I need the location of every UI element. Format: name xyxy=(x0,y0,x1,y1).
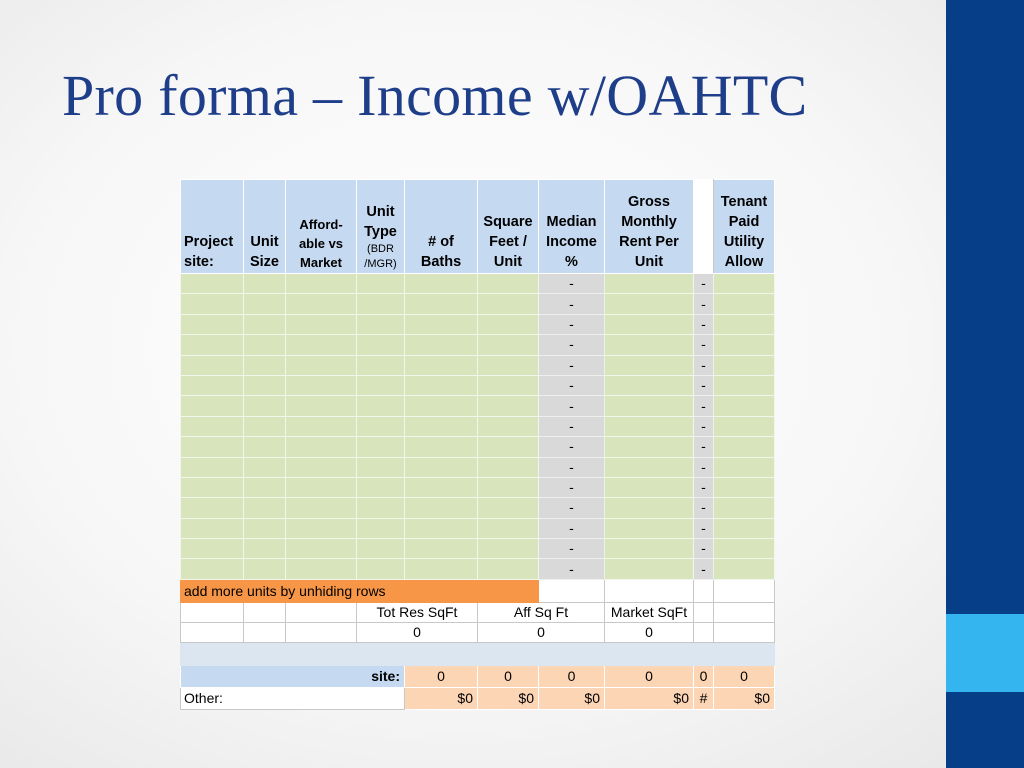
header-row xyxy=(181,180,775,274)
input-cell[interactable] xyxy=(357,416,405,436)
table-row xyxy=(181,437,775,457)
input-cell[interactable] xyxy=(244,396,286,416)
table-row xyxy=(181,416,775,436)
input-cell[interactable] xyxy=(286,355,357,375)
median-income-cell: - xyxy=(539,294,605,314)
input-cell[interactable] xyxy=(357,335,405,355)
input-cell[interactable] xyxy=(405,355,478,375)
header-unit-type: Unit Type (BDR /MGR) xyxy=(357,180,405,274)
median-income-cell: - xyxy=(539,498,605,518)
site-total-row xyxy=(181,665,775,687)
input-cell[interactable] xyxy=(286,294,357,314)
table-row xyxy=(181,498,775,518)
input-cell[interactable] xyxy=(605,539,694,559)
median-income-cell: - xyxy=(539,355,605,375)
median-income-cell: - xyxy=(539,559,605,579)
input-cell[interactable] xyxy=(181,539,244,559)
input-cell[interactable] xyxy=(286,559,357,579)
input-cell[interactable] xyxy=(605,294,694,314)
site-value: 0 xyxy=(478,665,539,687)
input-cell[interactable] xyxy=(405,539,478,559)
input-cell[interactable] xyxy=(478,559,539,579)
note-text: add more units by unhiding rows xyxy=(181,579,539,602)
input-cell[interactable] xyxy=(605,518,694,538)
median-income-cell: - xyxy=(539,416,605,436)
other-total-row xyxy=(181,687,775,709)
tot-res-sqft-label: Tot Res SqFt xyxy=(357,602,478,622)
cell[interactable] xyxy=(181,622,244,642)
summary-value-row xyxy=(181,622,775,642)
input-cell[interactable] xyxy=(714,498,775,518)
input-cell[interactable] xyxy=(714,539,775,559)
input-cell[interactable] xyxy=(181,375,244,395)
input-cell[interactable] xyxy=(605,314,694,334)
calc-cell: - xyxy=(694,294,714,314)
input-cell[interactable] xyxy=(357,559,405,579)
input-cell[interactable] xyxy=(405,498,478,518)
input-cell[interactable] xyxy=(244,314,286,334)
header-tenant-utility: Tenant Paid Utility Allow xyxy=(714,180,775,274)
table-row xyxy=(181,477,775,497)
calc-cell: - xyxy=(694,498,714,518)
input-cell[interactable] xyxy=(478,539,539,559)
input-cell[interactable] xyxy=(181,477,244,497)
input-cell[interactable] xyxy=(714,416,775,436)
other-value: $0 xyxy=(539,687,605,709)
market-sqft-value: 0 xyxy=(605,622,694,642)
calc-cell: - xyxy=(694,539,714,559)
calc-cell: - xyxy=(694,477,714,497)
input-cell[interactable] xyxy=(478,416,539,436)
input-cell[interactable] xyxy=(405,416,478,436)
slide-title: Pro forma – Income w/OAHTC xyxy=(62,63,808,128)
market-sqft-label: Market SqFt xyxy=(605,602,694,622)
input-cell[interactable] xyxy=(478,477,539,497)
input-cell[interactable] xyxy=(714,274,775,294)
cell[interactable] xyxy=(605,579,694,602)
input-cell[interactable] xyxy=(357,294,405,314)
table-row xyxy=(181,335,775,355)
input-cell[interactable] xyxy=(286,335,357,355)
input-cell[interactable] xyxy=(357,314,405,334)
aff-sqft-value: 0 xyxy=(478,622,605,642)
header-square-feet: Square Feet / Unit xyxy=(478,180,539,274)
data-rows xyxy=(181,274,775,580)
input-cell[interactable] xyxy=(605,437,694,457)
input-cell[interactable] xyxy=(181,559,244,579)
table-row xyxy=(181,539,775,559)
median-income-cell: - xyxy=(539,335,605,355)
calc-cell: - xyxy=(694,437,714,457)
input-cell[interactable] xyxy=(714,294,775,314)
input-cell[interactable] xyxy=(244,518,286,538)
input-cell[interactable] xyxy=(605,559,694,579)
input-cell[interactable] xyxy=(605,335,694,355)
median-income-cell: - xyxy=(539,314,605,334)
tot-res-sqft-value: 0 xyxy=(357,622,478,642)
input-cell[interactable] xyxy=(478,498,539,518)
input-cell[interactable] xyxy=(405,518,478,538)
input-cell[interactable] xyxy=(405,335,478,355)
cell[interactable] xyxy=(694,622,714,642)
site-value: 0 xyxy=(405,665,478,687)
input-cell[interactable] xyxy=(605,375,694,395)
cell[interactable] xyxy=(694,602,714,622)
input-cell[interactable] xyxy=(181,437,244,457)
input-cell[interactable] xyxy=(244,498,286,518)
input-cell[interactable] xyxy=(714,335,775,355)
input-cell[interactable] xyxy=(286,396,357,416)
cell[interactable] xyxy=(714,622,775,642)
summary-label-row xyxy=(181,602,775,622)
input-cell[interactable] xyxy=(478,457,539,477)
input-cell[interactable] xyxy=(286,498,357,518)
input-cell[interactable] xyxy=(605,477,694,497)
input-cell[interactable] xyxy=(181,355,244,375)
input-cell[interactable] xyxy=(181,314,244,334)
calc-cell: - xyxy=(694,457,714,477)
input-cell[interactable] xyxy=(181,294,244,314)
input-cell[interactable] xyxy=(357,355,405,375)
cell[interactable] xyxy=(286,602,357,622)
calc-cell: - xyxy=(694,416,714,436)
input-cell[interactable] xyxy=(714,314,775,334)
input-cell[interactable] xyxy=(286,375,357,395)
input-cell[interactable] xyxy=(714,477,775,497)
input-cell[interactable] xyxy=(357,539,405,559)
header-affordable-vs-market: Afford- able vs Market xyxy=(286,180,357,274)
input-cell[interactable] xyxy=(357,274,405,294)
other-value: $0 xyxy=(605,687,694,709)
input-cell[interactable] xyxy=(244,274,286,294)
input-cell[interactable] xyxy=(244,539,286,559)
site-value: 0 xyxy=(539,665,605,687)
input-cell[interactable] xyxy=(478,274,539,294)
input-cell[interactable] xyxy=(478,314,539,334)
input-cell[interactable] xyxy=(478,437,539,457)
input-cell[interactable] xyxy=(478,518,539,538)
input-cell[interactable] xyxy=(357,396,405,416)
input-cell[interactable] xyxy=(357,477,405,497)
input-cell[interactable] xyxy=(357,518,405,538)
input-cell[interactable] xyxy=(244,559,286,579)
header-blank xyxy=(694,180,714,274)
table-row xyxy=(181,457,775,477)
input-cell[interactable] xyxy=(357,375,405,395)
input-cell[interactable] xyxy=(478,335,539,355)
table-row xyxy=(181,314,775,334)
input-cell[interactable] xyxy=(605,396,694,416)
median-income-cell: - xyxy=(539,457,605,477)
input-cell[interactable] xyxy=(286,314,357,334)
input-cell[interactable] xyxy=(478,355,539,375)
input-cell[interactable] xyxy=(405,375,478,395)
calc-cell: - xyxy=(694,396,714,416)
cell[interactable] xyxy=(539,579,605,602)
input-cell[interactable] xyxy=(181,457,244,477)
input-cell[interactable] xyxy=(244,355,286,375)
table-row xyxy=(181,559,775,579)
cell[interactable] xyxy=(244,602,286,622)
median-income-cell: - xyxy=(539,539,605,559)
input-cell[interactable] xyxy=(357,457,405,477)
table-row xyxy=(181,375,775,395)
calc-cell: - xyxy=(694,355,714,375)
median-income-cell: - xyxy=(539,477,605,497)
input-cell[interactable] xyxy=(405,294,478,314)
input-cell[interactable] xyxy=(286,457,357,477)
input-cell[interactable] xyxy=(714,457,775,477)
table-row xyxy=(181,518,775,538)
note-row xyxy=(181,579,775,602)
calc-cell: - xyxy=(694,559,714,579)
pro-forma-table xyxy=(180,179,775,710)
input-cell[interactable] xyxy=(244,375,286,395)
input-cell[interactable] xyxy=(405,396,478,416)
calc-cell: - xyxy=(694,335,714,355)
input-cell[interactable] xyxy=(405,437,478,457)
other-label: Other: xyxy=(181,687,405,709)
header-gross-rent: Gross Monthly Rent Per Unit xyxy=(605,180,694,274)
sidebar-accent xyxy=(946,614,1024,692)
spacer-row xyxy=(181,642,775,665)
input-cell[interactable] xyxy=(357,498,405,518)
median-income-cell: - xyxy=(539,518,605,538)
input-cell[interactable] xyxy=(714,355,775,375)
input-cell[interactable] xyxy=(405,457,478,477)
median-income-cell: - xyxy=(539,375,605,395)
input-cell[interactable] xyxy=(405,559,478,579)
input-cell[interactable] xyxy=(286,274,357,294)
cell[interactable] xyxy=(694,579,714,602)
input-cell[interactable] xyxy=(478,396,539,416)
table-row xyxy=(181,294,775,314)
cell[interactable] xyxy=(244,622,286,642)
site-value: 0 xyxy=(714,665,775,687)
input-cell[interactable] xyxy=(605,274,694,294)
calc-cell: - xyxy=(694,314,714,334)
input-cell[interactable] xyxy=(286,539,357,559)
input-cell[interactable] xyxy=(244,294,286,314)
input-cell[interactable] xyxy=(605,355,694,375)
input-cell[interactable] xyxy=(714,375,775,395)
input-cell[interactable] xyxy=(181,335,244,355)
cell[interactable] xyxy=(286,622,357,642)
input-cell[interactable] xyxy=(286,518,357,538)
aff-sqft-label: Aff Sq Ft xyxy=(478,602,605,622)
site-value: 0 xyxy=(694,665,714,687)
input-cell[interactable] xyxy=(478,375,539,395)
input-cell[interactable] xyxy=(714,396,775,416)
input-cell[interactable] xyxy=(286,416,357,436)
header-median-income: Median Income % xyxy=(539,180,605,274)
site-value: 0 xyxy=(605,665,694,687)
input-cell[interactable] xyxy=(405,477,478,497)
input-cell[interactable] xyxy=(181,396,244,416)
input-cell[interactable] xyxy=(605,457,694,477)
input-cell[interactable] xyxy=(357,437,405,457)
input-cell[interactable] xyxy=(181,518,244,538)
header-unit-size: Unit Size xyxy=(244,180,286,274)
calc-cell: - xyxy=(694,375,714,395)
input-cell[interactable] xyxy=(286,477,357,497)
input-cell[interactable] xyxy=(714,518,775,538)
other-value: $0 xyxy=(714,687,775,709)
other-value: $0 xyxy=(478,687,539,709)
input-cell[interactable] xyxy=(244,416,286,436)
input-cell[interactable] xyxy=(605,416,694,436)
other-value: # xyxy=(694,687,714,709)
cell[interactable] xyxy=(714,579,775,602)
header-baths: # of Baths xyxy=(405,180,478,274)
cell[interactable] xyxy=(714,602,775,622)
cell[interactable] xyxy=(181,602,244,622)
table-row xyxy=(181,355,775,375)
input-cell[interactable] xyxy=(181,416,244,436)
calc-cell: - xyxy=(694,274,714,294)
input-cell[interactable] xyxy=(244,477,286,497)
input-cell[interactable] xyxy=(286,437,357,457)
input-cell[interactable] xyxy=(405,274,478,294)
header-project-site: Project site: xyxy=(181,180,244,274)
input-cell[interactable] xyxy=(478,294,539,314)
site-label: site: xyxy=(181,665,405,687)
input-cell[interactable] xyxy=(181,498,244,518)
input-cell[interactable] xyxy=(181,274,244,294)
input-cell[interactable] xyxy=(405,314,478,334)
input-cell[interactable] xyxy=(244,335,286,355)
input-cell[interactable] xyxy=(714,559,775,579)
table-row xyxy=(181,396,775,416)
median-income-cell: - xyxy=(539,274,605,294)
input-cell[interactable] xyxy=(244,457,286,477)
input-cell[interactable] xyxy=(714,437,775,457)
median-income-cell: - xyxy=(539,437,605,457)
input-cell[interactable] xyxy=(605,498,694,518)
table-row xyxy=(181,274,775,294)
input-cell[interactable] xyxy=(244,437,286,457)
median-income-cell: - xyxy=(539,396,605,416)
calc-cell: - xyxy=(694,518,714,538)
other-value: $0 xyxy=(405,687,478,709)
